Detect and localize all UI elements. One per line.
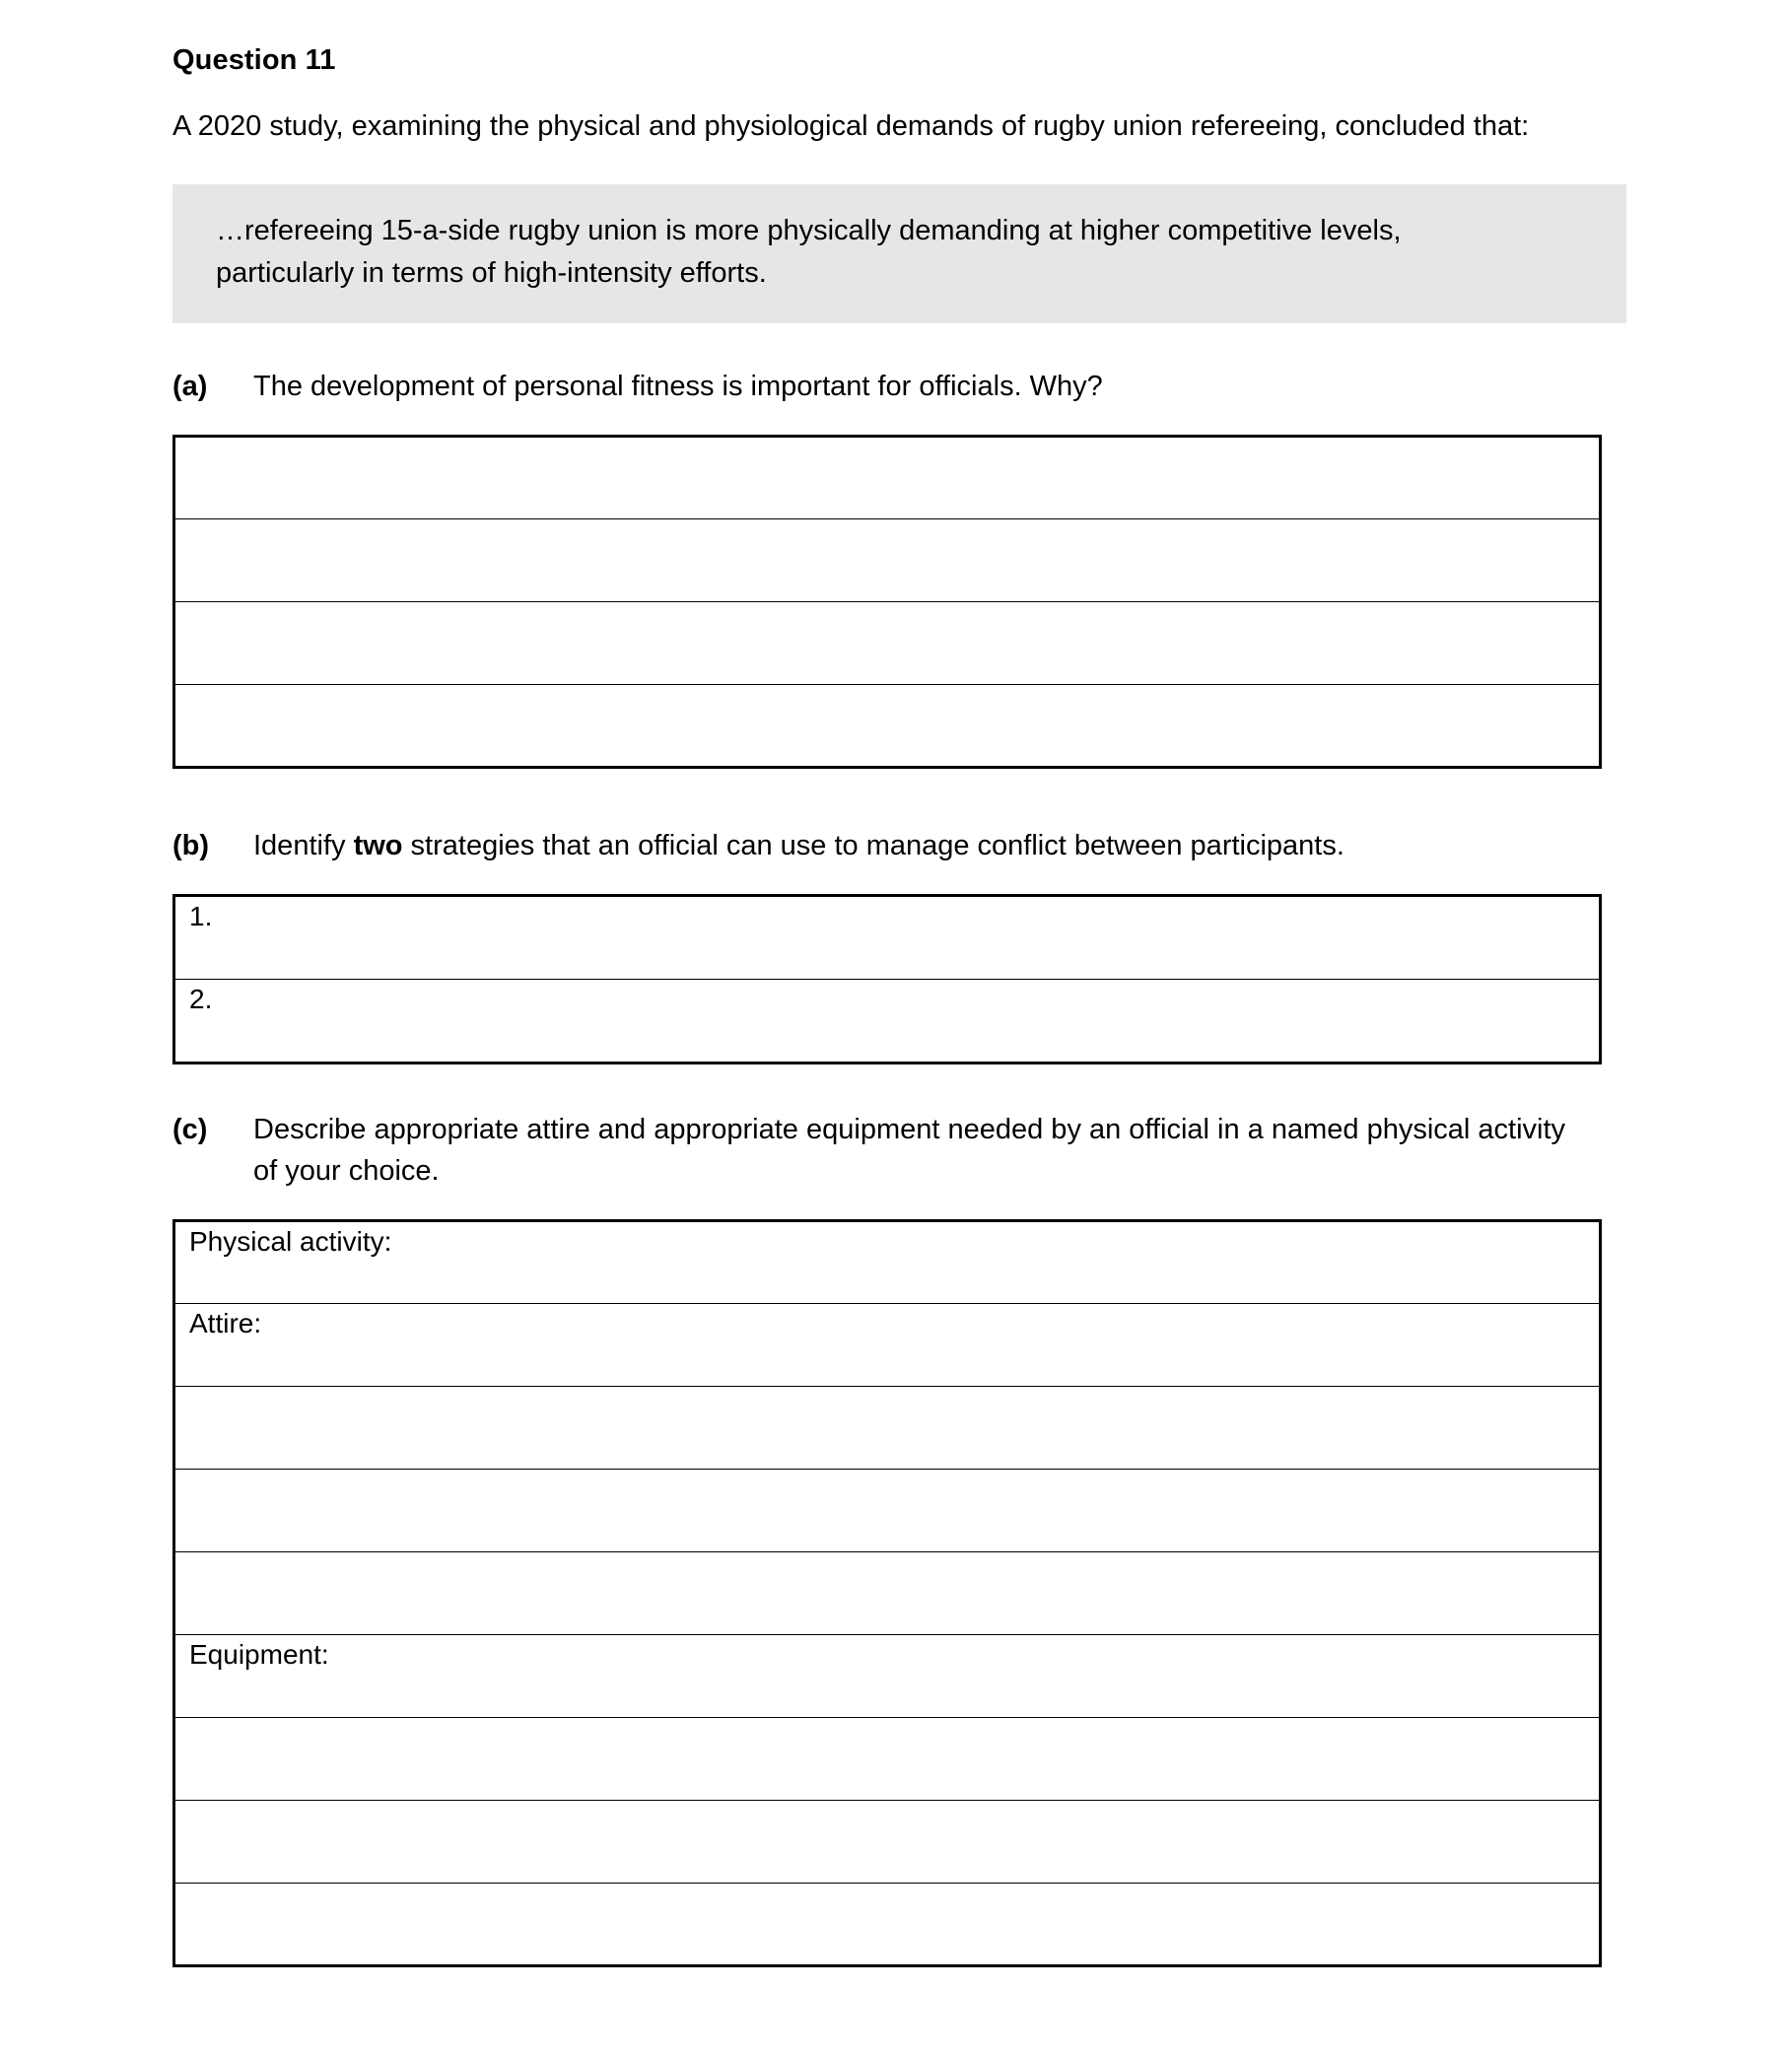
table-row[interactable] [174, 1386, 1601, 1469]
part-a-answer-table[interactable] [172, 435, 1602, 769]
part-b-answer-table[interactable] [172, 894, 1602, 1064]
table-row[interactable] [174, 1303, 1601, 1386]
table-row[interactable] [174, 1551, 1601, 1634]
answer-cell[interactable] [174, 602, 1601, 685]
table-row[interactable] [174, 1800, 1601, 1883]
answer-cell[interactable] [174, 1386, 1601, 1469]
equipment-label-cell[interactable]: Equipment: [174, 1634, 1601, 1717]
spacer [172, 769, 1626, 826]
part-a-label: (a) [172, 371, 208, 403]
answer-cell[interactable] [174, 1551, 1601, 1634]
question-intro-paragraph: A 2020 study, examining the physical and physiological demands of rugby union refereeing, concluded that: [172, 110, 1530, 143]
table-row[interactable] [174, 1883, 1601, 1965]
answer-cell[interactable] [174, 685, 1601, 768]
question-heading: Question 11 [172, 44, 336, 76]
part-b-prompt [253, 826, 1579, 866]
table-row[interactable] [174, 1634, 1601, 1717]
part-b-prompt-prefix: Identify [253, 830, 354, 862]
quote-text: …refereeing 15-a-side rugby union is more physically demanding at higher competitive levels, particularly in terms of high-intensity efforts. [216, 215, 1402, 289]
spacer [172, 880, 1626, 894]
answer-cell[interactable] [174, 1717, 1601, 1800]
answer-cell-numbered[interactable]: 2. [174, 980, 1601, 1063]
answer-cell[interactable] [174, 437, 1601, 519]
table-row[interactable] [174, 602, 1601, 685]
attire-label-cell[interactable]: Attire: [174, 1303, 1601, 1386]
answer-cell[interactable] [174, 1800, 1601, 1883]
table-row[interactable] [174, 1469, 1601, 1551]
part-b-prompt-suffix: strategies that an official can use to manage conflict between participants. [402, 830, 1344, 862]
quote-block [172, 184, 1626, 323]
part-b-label: (b) [172, 830, 210, 862]
table-row[interactable] [174, 685, 1601, 768]
answer-cell[interactable] [174, 1883, 1601, 1965]
table-row[interactable] [174, 1717, 1601, 1800]
part-a [172, 367, 1626, 407]
part-c [172, 1110, 1626, 1191]
page-content [172, 41, 1626, 1967]
part-a-prompt: The development of personal fitness is important for officials. Why? [253, 371, 1103, 403]
part-c-label: (c) [172, 1114, 208, 1146]
answer-cell[interactable] [174, 1469, 1601, 1551]
table-row[interactable] [174, 519, 1601, 602]
part-c-prompt: Describe appropriate attire and appropriate equipment needed by an official in a named physical activity of your choice. [253, 1114, 1566, 1187]
part-c-answer-table[interactable] [172, 1219, 1602, 1967]
part-b-prompt-emphasis: two [353, 830, 403, 862]
answer-cell-numbered[interactable]: 1. [174, 896, 1601, 980]
spacer [172, 1205, 1626, 1219]
table-row[interactable] [174, 437, 1601, 519]
part-b [172, 826, 1626, 866]
table-row[interactable] [174, 1220, 1601, 1303]
table-row[interactable] [174, 896, 1601, 980]
spacer [172, 1064, 1626, 1110]
physical-activity-cell[interactable]: Physical activity: [174, 1220, 1601, 1303]
table-row[interactable] [174, 980, 1601, 1063]
answer-cell[interactable] [174, 519, 1601, 602]
spacer [172, 421, 1626, 435]
